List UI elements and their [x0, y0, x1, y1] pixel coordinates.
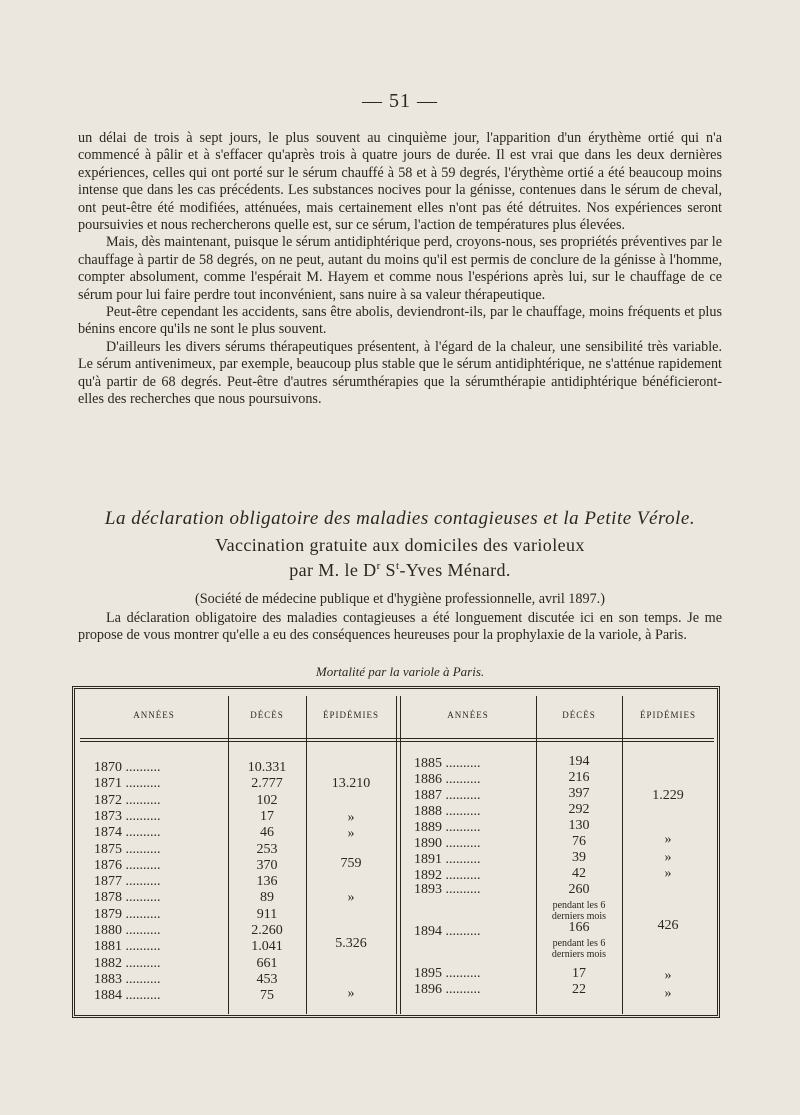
epidemic-value: »: [664, 866, 672, 881]
deaths-cell: 46: [260, 825, 274, 841]
column-rule: [400, 696, 401, 1014]
epidemic-value: »: [664, 968, 672, 983]
deaths-cell: 292: [568, 802, 590, 817]
deaths-cell: 75: [260, 988, 274, 1004]
epidemic-value: 759: [340, 856, 362, 871]
year-cell: 1876 ..........: [94, 857, 161, 873]
year-cell: 1886 ..........: [414, 772, 481, 787]
paragraph: Mais, dès maintenant, puisque le sérum antidiphtérique perd, croyons-nous, ses propriétés préventives par le chauffage à partir de 58 degrés, on ne peut, autant du moins qu'il est permis de conclure de la génisse à l'homme, compter absolument, comme l'espérait M. Hayem et comme nous l'espérions après lui, sur le chauffage de ce sérum pour lui faire perdre tout inconvénient, sans nuire à sa valeur thérapeutique.: [78, 234, 722, 303]
year-cell: 1870 ..........: [94, 760, 161, 775]
deaths-cell: 216: [568, 770, 590, 785]
year-cell: 1872 ..........: [94, 792, 161, 808]
deaths-cell: 1.041: [251, 939, 283, 955]
year-cell: 1880 ..........: [94, 923, 161, 938]
deaths-cell: 17: [572, 966, 586, 981]
year-cell: 1871 ..........: [94, 776, 161, 792]
deaths-cell: 130: [568, 818, 590, 833]
intro-text: [78, 610, 722, 645]
deaths-cell: 76: [572, 834, 586, 849]
year-cell: 1881 ..........: [94, 939, 161, 955]
epidemic-value: 426: [657, 918, 679, 933]
note-1893: pendant les 6 derniers mois: [551, 900, 607, 922]
section-title: La déclaration obligatoire des maladies contagieuses et la Petite Vérole.: [104, 508, 696, 529]
page-number: — 51 —: [362, 90, 438, 112]
deaths-cell: 453: [256, 971, 278, 987]
year-cell: 1892 ..........: [414, 868, 481, 883]
header-rule: [80, 738, 714, 739]
deaths-cell: 397: [568, 786, 590, 801]
year-cell: 1884 ..........: [94, 988, 161, 1004]
paragraph: un délai de trois à sept jours, le plus souvent au cinquième jour, l'apparition d'un érythème ortié qui n'a commencé à pâlir et à s'effacer qu'après trois à quatre jours de durée. Il est vrai que dans les deux dernières expériences, celles qui ont porté sur le sérum chauffé à 58 et à 59 degrés, l'érythème ortié a été beaucoup moins intense que dans les cas précédents. Les substances nocives pour la génisse, contenues dans le sérum de cheval, ont peut-être été modifiées, atténuées, mais certainement elles n'ont pas été détruites. Nos expériences seront poursuivies et nous rechercherons quelle est, sur ce sérum, l'action de températures plus élevées.: [78, 130, 722, 234]
year-cell: 1885 ..........: [414, 756, 481, 771]
header-epidemics-left: ÉPIDÉMIES: [323, 710, 379, 720]
deaths-cell: 136: [256, 874, 278, 890]
year-cell: 1888 ..........: [414, 804, 481, 819]
epidemic-value: »: [664, 986, 672, 1001]
paragraph: D'ailleurs les divers sérums thérapeutiques présentent, à l'égard de la chaleur, une sensibilité très variable. Le sérum antivenimeux, par exemple, beaucoup plus stable que le sérum antidiphtérique, ne s'atténue rapidement qu'à partir de 68 degrés. Peut-être d'autres sérumthérapies que la sérumthérapie antidiphtérique bénéficieront-elles des recherches que nous poursuivons.: [78, 338, 722, 408]
year-cell: 1875 ..........: [94, 841, 161, 857]
column-rule: [306, 696, 307, 1014]
year-cell: 1896 ..........: [414, 982, 481, 997]
paragraph: Peut-être cependant les accidents, sans être abolis, deviendront-ils, par le chauffage, moins fréquents et plus bénins encore qu'ils ne sont le plus souvent.: [78, 304, 722, 338]
epidemic-value: »: [347, 986, 355, 1001]
header-deaths-right: DÉCÈS: [562, 710, 596, 720]
deaths-cell: 661: [256, 955, 278, 971]
year-cell: 1882 ..........: [94, 955, 161, 971]
header-epidemics-right: ÉPIDÉMIES: [640, 710, 696, 720]
body-text: [78, 130, 722, 409]
year-cell: 1895 ..........: [414, 966, 481, 981]
intro-paragraph: La déclaration obligatoire des maladies contagieuses a été longuement discutée ici en son temps. Je me propose de vous montrer qu'elle a eu des conséquences heureuses pour la prophylaxie de la variole, à Paris.: [78, 610, 722, 644]
epidemic-value: »: [664, 850, 672, 865]
deaths-cell: 194: [568, 754, 590, 769]
year-cell: 1890 ..........: [414, 836, 481, 851]
epidemic-value: 1.229: [652, 788, 684, 803]
epidemic-value: »: [347, 826, 355, 841]
deaths-cell: 42: [572, 866, 586, 881]
note-1894: pendant les 6 derniers mois: [551, 938, 607, 960]
year-cell: 1879 ..........: [94, 906, 161, 922]
epidemic-value: 13.210: [331, 776, 371, 791]
deaths-cell: 39: [572, 850, 586, 865]
mortality-table: [80, 696, 714, 1014]
deaths-cell: 102: [256, 792, 278, 808]
year-cell: 1891 ..........: [414, 852, 481, 867]
deaths-cell: 17: [260, 808, 274, 824]
deaths-cell: 911: [256, 906, 278, 922]
year-cell: 1894 ..........: [414, 924, 481, 939]
column-rule: [396, 696, 397, 1014]
header-deaths-left: DÉCÈS: [250, 710, 284, 720]
epidemic-value: »: [347, 890, 355, 905]
deaths-1893: 260: [568, 882, 590, 897]
deaths-cell: 370: [256, 857, 278, 873]
deaths-cell: 89: [260, 890, 274, 906]
society-citation: (Société de médecine publique et d'hygiène professionnelle, avril 1897.): [195, 591, 605, 607]
epidemic-value: 5.326: [335, 936, 367, 951]
header-rule: [80, 741, 714, 742]
subtitle-vaccination: Vaccination gratuite aux domiciles des varioleux: [215, 535, 585, 555]
year-cell: 1873 ..........: [94, 808, 161, 824]
deaths-cell: 2.777: [251, 776, 283, 792]
year-cell: 1878 ..........: [94, 890, 161, 906]
header-years-left: ANNÉES: [133, 710, 175, 720]
year-cell: 1887 ..........: [414, 788, 481, 803]
deaths-cell: 2.260: [251, 923, 283, 938]
year-cell: 1874 ..........: [94, 825, 161, 841]
deaths-cell: 253: [256, 841, 278, 857]
epidemic-value: »: [347, 810, 355, 825]
table-caption: Mortalité par la variole à Paris.: [315, 664, 485, 679]
year-cell: 1893 ..........: [414, 882, 481, 897]
subtitle-author: par M. le $D^r$ $S^t$-Yves Ménard.: [289, 560, 511, 580]
deaths-cell: 10.331: [247, 760, 287, 775]
header-years-right: ANNÉES: [447, 710, 489, 720]
deaths-cell: 22: [572, 982, 586, 997]
year-cell: 1883 ..........: [94, 971, 161, 987]
year-cell: 1877 ..........: [94, 874, 161, 890]
deaths-1894: 166: [568, 920, 590, 935]
epidemic-value: »: [664, 832, 672, 847]
year-cell: 1889 ..........: [414, 820, 481, 835]
